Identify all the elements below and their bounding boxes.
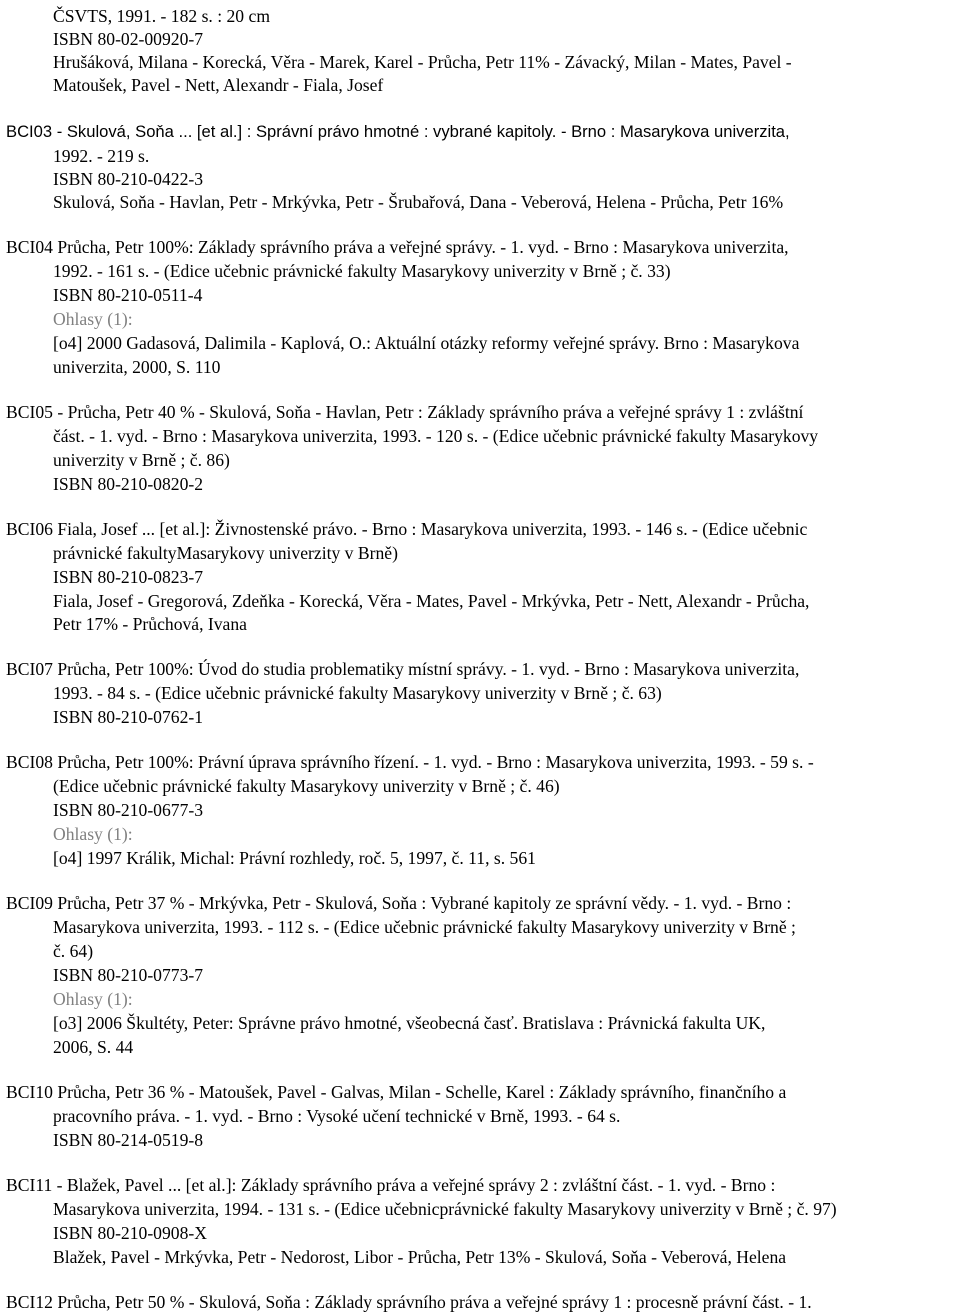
entry-bci09-citation: [o3] 2006 Škultéty, Peter: Správne právo hmotné, všeobecná časť. Bratislava : Právnická fakulta UK, (53, 1013, 766, 1033)
entry-bci03-title: BCI03 - Skulová, Soňa ... [et al.] : Správní právo hmotné : vybrané kapitoly. - Brno : Masarykova univerzita, (6, 122, 790, 141)
entry-bci06-line: právnické fakultyMasarykovy univerzity v Brně) (53, 543, 398, 563)
entry-bci05-title: BCI05 - Průcha, Petr 40 % - Skulová, Soňa - Havlan, Petr : Základy správního práva a veřejné správy 1 : zvláštní (6, 402, 804, 422)
entry-bci08-title: BCI08 Průcha, Petr 100%: Právní úprava správního řízení. - 1. vyd. - Brno : Masarykova univerzita, 1993. - 59 s. - (6, 752, 814, 772)
entry-bci09-ohlasy-label: Ohlasy (1): (53, 989, 133, 1009)
entry-bci09-line: č. 64) (53, 941, 94, 961)
entry-bci07-isbn: ISBN 80-210-0762-1 (53, 707, 204, 727)
entry-bci09-isbn: ISBN 80-210-0773-7 (53, 965, 204, 985)
entry-bci09-title: BCI09 Průcha, Petr 37 % - Mrkývka, Petr - Skulová, Soňa : Vybrané kapitoly ze správní vědy. - 1. vyd. - Brno : (6, 893, 792, 913)
entry-bci03-isbn: ISBN 80-210-0422-3 (53, 169, 204, 189)
header-authors-cont: Matoušek, Pavel - Nett, Alexandr - Fiala, Josef (53, 75, 384, 95)
entry-bci08-ohlasy-label: Ohlasy (1): (53, 824, 133, 844)
entry-bci06-authors: Fiala, Josef - Gregorová, Zdeňka - Korecká, Věra - Mates, Pavel - Mrkývka, Petr - Nett, Alexandr - Průcha, (53, 591, 810, 611)
entry-bci03-authors: Skulová, Soňa - Havlan, Petr - Mrkývka, Petr - Šrubařová, Dana - Veberová, Helena - Průcha, Petr 16% (53, 192, 784, 212)
entry-bci12-title: BCI12 Průcha, Petr 50 % - Skulová, Soňa : Základy správního práva a veřejné správy 1 : procesně právní část. - 1. (6, 1292, 812, 1312)
entry-bci05-line: univerzity v Brně ; č. 86) (53, 450, 230, 470)
entry-bci04-citation: [o4] 2000 Gadasová, Dalimila - Kaplová, O.: Aktuální otázky reformy veřejné správy. Brno : Masarykova (53, 333, 800, 353)
header-line: ČSVTS, 1991. - 182 s. : 20 cm (53, 6, 271, 26)
entry-bci04-ohlasy-label: Ohlasy (1): (53, 309, 133, 329)
entry-bci04-line: 1992. - 161 s. - (Edice učebnic právnické fakulty Masarykovy univerzity v Brně ; č. 33) (53, 261, 671, 281)
entry-bci11-authors: Blažek, Pavel - Mrkývka, Petr - Nedorost, Libor - Průcha, Petr 13% - Skulová, Soňa - Veberová, Helena (53, 1247, 787, 1267)
entry-bci04-isbn: ISBN 80-210-0511-4 (53, 285, 203, 305)
entry-bci05-isbn: ISBN 80-210-0820-2 (53, 474, 204, 494)
entry-bci10-line: pracovního práva. - 1. vyd. - Brno : Vysoké učení technické v Brně, 1993. - 64 s. (53, 1106, 621, 1126)
entry-bci06-authors-cont: Petr 17% - Průchová, Ivana (53, 614, 247, 634)
entry-bci06-isbn: ISBN 80-210-0823-7 (53, 567, 204, 587)
entry-bci08-line: (Edice učebnic právnické fakulty Masarykovy univerzity v Brně ; č. 46) (53, 776, 560, 796)
entry-bci11-line: Masarykova univerzita, 1994. - 131 s. - (Edice učebnicprávnické fakulty Masarykovy univerzity v Brně ; č. 97) (53, 1199, 837, 1219)
entry-bci07-title: BCI07 Průcha, Petr 100%: Úvod do studia problematiky místní správy. - 1. vyd. - Brno : Masarykova univerzita, (6, 659, 800, 679)
entry-bci08-citation: [o4] 1997 Králik, Michal: Právní rozhledy, roč. 5, 1997, č. 11, s. 561 (53, 848, 536, 868)
entry-bci03-line: 1992. - 219 s. (53, 146, 150, 166)
entry-bci08-isbn: ISBN 80-210-0677-3 (53, 800, 204, 820)
entry-bci04-citation-cont: univerzita, 2000, S. 110 (53, 357, 221, 377)
entry-bci10-title: BCI10 Průcha, Petr 36 % - Matoušek, Pavel - Galvas, Milan - Schelle, Karel : Základy správního, finančního a (6, 1082, 787, 1102)
entry-bci06-title: BCI06 Fiala, Josef ... [et al.]: Živnostenské právo. - Brno : Masarykova univerzita, 1993. - 146 s. - (Edice učebnic (6, 519, 808, 539)
entry-bci04-title: BCI04 Průcha, Petr 100%: Základy správního práva a veřejné správy. - 1. vyd. - Brno : Masarykova univerzita, (6, 237, 789, 257)
header-isbn: ISBN 80-02-00920-7 (53, 29, 204, 49)
entry-bci09-line: Masarykova univerzita, 1993. - 112 s. - (Edice učebnic právnické fakulty Masarykovy univerzity v Brně ; (53, 917, 796, 937)
entry-bci11-isbn: ISBN 80-210-0908-X (53, 1223, 207, 1243)
entry-bci11-title: BCI11 - Blažek, Pavel ... [et al.]: Základy správního práva a veřejné správy 2 : zvláštní část. - 1. vyd. - Brno : (6, 1175, 776, 1195)
entry-bci09-citation-cont: 2006, S. 44 (53, 1037, 134, 1057)
entry-bci10-isbn: ISBN 80-214-0519-8 (53, 1130, 204, 1150)
entry-bci07-line: 1993. - 84 s. - (Edice učebnic právnické fakulty Masarykovy univerzity v Brně ; č. 63) (53, 683, 662, 703)
header-authors: Hrušáková, Milana - Korecká, Věra - Marek, Karel - Průcha, Petr 11% - Závacký, Milan - Mates, Pavel - (53, 52, 792, 72)
entry-bci05-line: část. - 1. vyd. - Brno : Masarykova univerzita, 1993. - 120 s. - (Edice učebnic právnické fakulty Masarykovy (53, 426, 819, 446)
